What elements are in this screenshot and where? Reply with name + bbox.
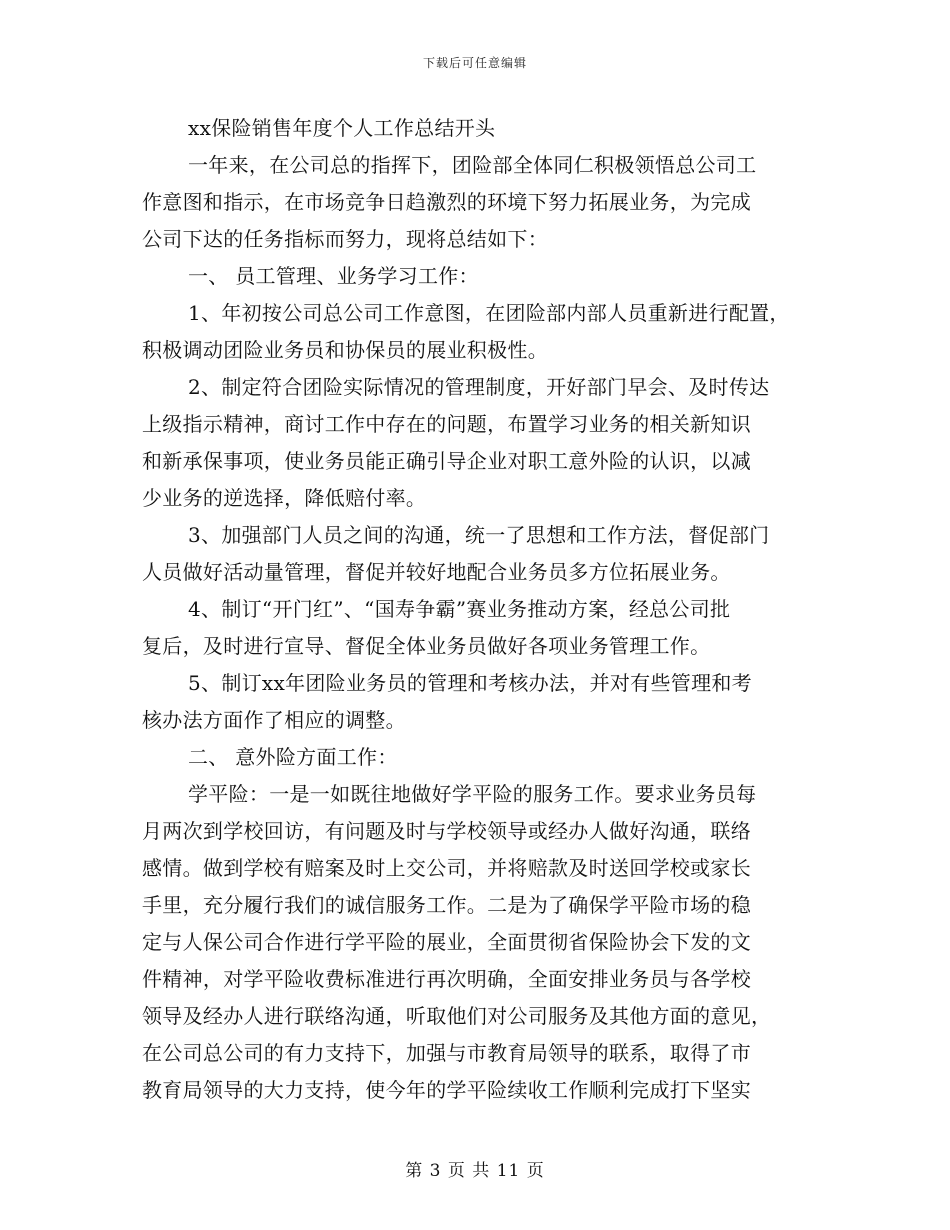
text-line: 公司下达的任务指标而努力，现将总结如下： (142, 227, 548, 251)
text-line: 复后，及时进行宣导、督促全体业务员做好各项业务管理工作。 (142, 634, 711, 658)
text-line: 二、 意外险方面工作： (188, 745, 398, 769)
text-line: 4、制订“开门红”、“国寿争霸”赛业务推动方案，经总公司批 (188, 597, 731, 621)
text-line: 少业务的逆选择，降低赔付率。 (142, 486, 427, 510)
text-line: 月两次到学校回访，有问题及时与学校领导或经办人做好沟通，联络 (142, 819, 751, 843)
text-line: 定与人保公司合作进行学平险的展业，全面贯彻省保险协会下发的文 (142, 930, 751, 954)
text-line: 感情。做到学校有赔案及时上交公司，并将赔款及时送回学校或家长 (142, 856, 751, 880)
text-line: xx保险销售年度个人工作总结开头 (188, 116, 496, 140)
text-line: 教育局领导的大力支持，使今年的学平险续收工作顺利完成打下坚实 (142, 1078, 751, 1102)
text-line: 2、制定符合团险实际情况的管理制度，开好部门早会、及时传达 (188, 375, 770, 399)
text-line: 3、加强部门人员之间的沟通，统一了思想和工作方法，督促部门 (188, 523, 770, 547)
text-line: 在公司总公司的有力支持下，加强与市教育局领导的联系，取得了市 (142, 1041, 751, 1065)
text-line: 一、 员工管理、业务学习工作： (188, 264, 479, 288)
text-line: 核办法方面作了相应的调整。 (142, 708, 406, 732)
text-line: 件精神，对学平险收费标准进行再次明确，全面安排业务员与各学校 (142, 967, 751, 991)
text-line: 1、年初按公司总公司工作意图，在团险部内部人员重新进行配置， (188, 301, 790, 325)
text-line: 上级指示精神，商讨工作中存在的问题，布置学习业务的相关新知识 (142, 412, 751, 436)
text-line: 人员做好活动量管理，督促并较好地配合业务员多方位拓展业务。 (142, 560, 731, 584)
text-line: 5、制订xx年团险业务员的管理和考核办法，并对有些管理和考 (188, 671, 752, 695)
text-line: 积极调动团险业务员和协保员的展业积极性。 (142, 338, 548, 362)
header-note: 下载后可任意编辑 (422, 56, 527, 70)
text-line: 一年来，在公司总的指挥下，团险部全体同仁积极领悟总公司工 (188, 153, 757, 177)
text-line: 手里，充分履行我们的诚信服务工作。二是为了确保学平险市场的稳 (142, 893, 751, 917)
document-body (142, 110, 822, 1109)
text-line: 作意图和指示，在市场竞争日趋激烈的环境下努力拓展业务，为完成 (142, 190, 751, 214)
page-number: 第 3 页 共 11 页 (405, 1161, 545, 1181)
text-line: 和新承保事项，使业务员能正确引导企业对职工意外险的认识，以减 (142, 449, 751, 473)
text-line: 领导及经办人进行联络沟通，听取他们对公司服务及其他方面的意见， (142, 1004, 772, 1028)
text-line: 学平险：一是一如既往地做好学平险的服务工作。要求业务员每 (188, 782, 757, 806)
